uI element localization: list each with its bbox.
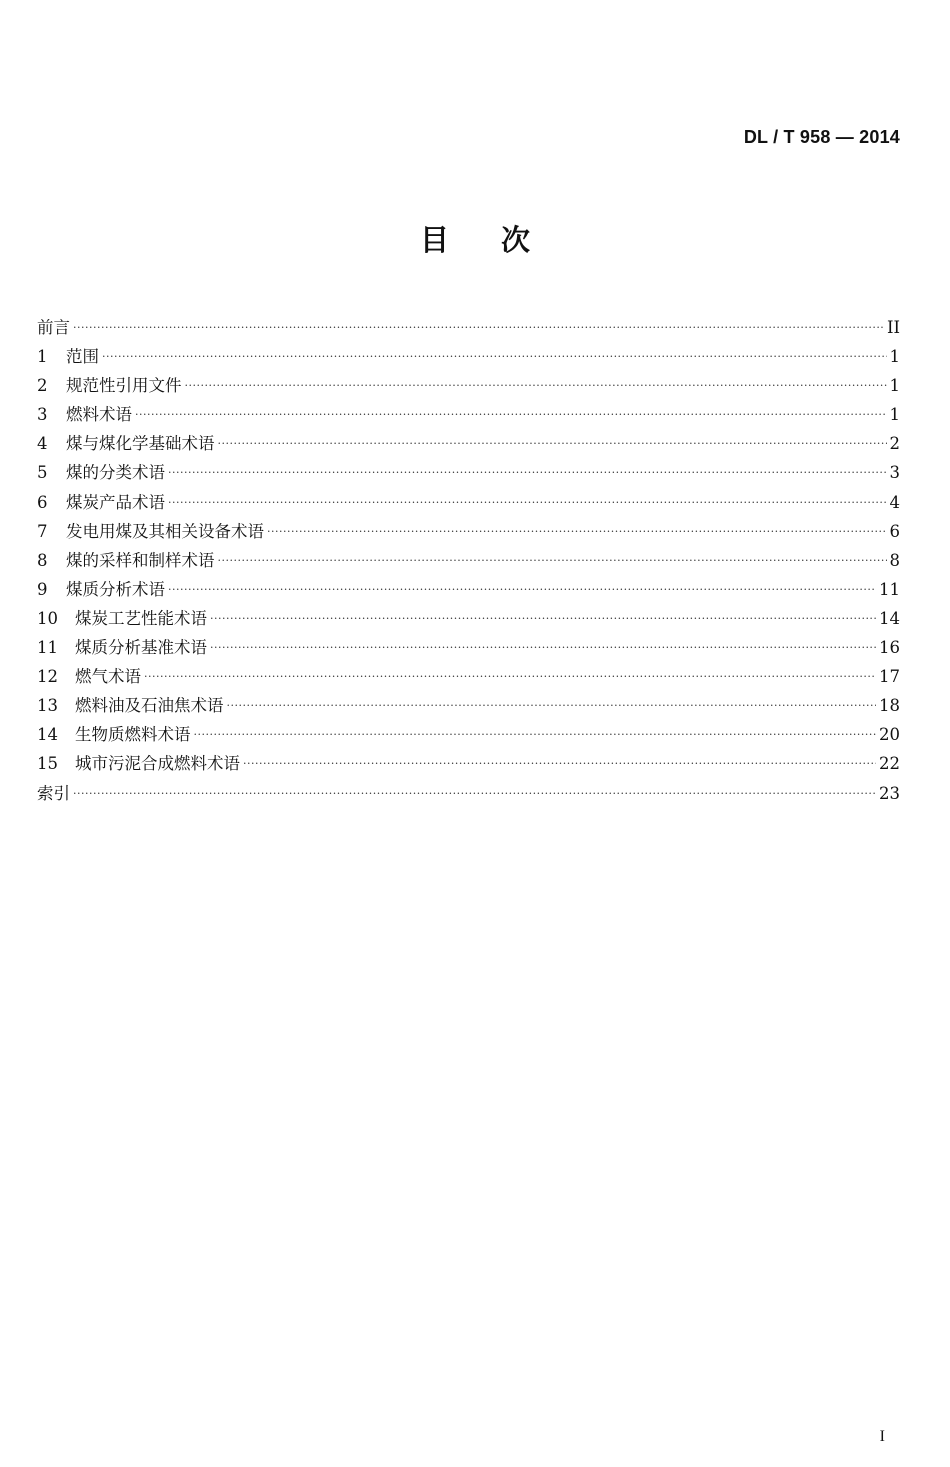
toc-entry-number: 2 [37, 376, 48, 396]
toc-entry-page: 17 [879, 667, 900, 687]
toc-entry-label: 索引 [37, 783, 70, 803]
toc-entry[interactable] [37, 604, 900, 633]
toc-entry[interactable] [37, 458, 900, 487]
toc-entry[interactable] [37, 633, 900, 662]
dot-leader [243, 749, 876, 778]
toc-entry-page: 20 [879, 725, 900, 745]
toc-entry-number: 7 [37, 521, 48, 541]
toc-entry-label: 前言 [37, 318, 70, 337]
toc-entry[interactable] [37, 371, 900, 400]
dot-leader [218, 429, 887, 458]
toc-entry-page: 1 [889, 347, 900, 367]
toc-entry-number: 5 [37, 463, 48, 483]
toc-entry-label: 煤质分析基准术语 [75, 638, 207, 658]
toc-entry-page: 6 [889, 521, 900, 541]
toc-entry-page: 18 [879, 696, 900, 716]
toc-entry-page: 4 [889, 492, 900, 512]
dot-leader [210, 633, 876, 662]
toc-entry-label: 煤与煤化学基础术语 [66, 434, 215, 454]
toc-entry-number: 14 [37, 725, 58, 745]
dot-leader [168, 575, 876, 604]
toc-entry-label: 煤的分类术语 [66, 463, 165, 483]
toc-entry-number: 9 [37, 579, 48, 599]
dot-leader [267, 517, 887, 546]
dot-leader [227, 691, 877, 720]
dot-leader [168, 488, 887, 517]
dot-leader [194, 720, 877, 749]
toc-entry[interactable] [37, 342, 900, 371]
dot-leader [144, 662, 876, 691]
toc-entry-page: 1 [889, 376, 900, 396]
toc-entry[interactable] [37, 488, 900, 517]
toc-entry-number: 15 [37, 754, 58, 774]
toc-entry-number: 8 [37, 550, 48, 570]
toc-entry-label: 城市污泥合成燃料术语 [75, 754, 240, 774]
toc-entry-number: 12 [37, 667, 58, 687]
toc-entry[interactable] [37, 749, 900, 778]
toc-entry-number: 13 [37, 696, 58, 716]
toc-entry-number: 6 [37, 492, 48, 512]
page-number: I [879, 1428, 885, 1445]
dot-leader [210, 604, 876, 633]
toc-entry-label: 煤质分析术语 [66, 579, 165, 599]
dot-leader [102, 342, 887, 371]
toc-entry[interactable] [37, 662, 900, 691]
toc-entry-number: 3 [37, 405, 48, 425]
toc-entry-label: 发电用煤及其相关设备术语 [66, 521, 264, 541]
standard-code: DL / T 958 — 2014 [743, 127, 900, 147]
toc-entry-number: 10 [37, 608, 58, 628]
toc-entry-page: 2 [889, 434, 900, 454]
toc-entry-label: 范围 [66, 347, 99, 367]
toc-entry-page: 23 [879, 783, 900, 803]
toc-entry-page: 11 [879, 579, 900, 599]
toc-entry-number: 4 [37, 434, 48, 454]
toc-entry-label: 煤的采样和制样术语 [66, 550, 215, 570]
toc-entry-page: 3 [889, 463, 900, 483]
dot-leader [168, 458, 887, 487]
toc-entry-label: 煤炭产品术语 [66, 492, 165, 512]
toc-title: 目次 [419, 223, 582, 257]
dot-leader [73, 313, 884, 342]
toc-entry-page: 14 [879, 608, 900, 628]
toc-entry-label: 规范性引用文件 [66, 376, 182, 396]
toc-entry-page: 8 [889, 550, 900, 570]
dot-leader [73, 779, 876, 808]
toc-entry-page: 1 [889, 405, 900, 425]
toc-entry[interactable] [37, 400, 900, 429]
toc-entry[interactable] [37, 575, 900, 604]
toc-entry[interactable] [37, 779, 900, 808]
toc-entry[interactable] [37, 720, 900, 749]
dot-leader [185, 371, 887, 400]
toc-entry[interactable] [37, 691, 900, 720]
toc-entry-page: II [886, 318, 900, 337]
toc-entry-label: 燃气术语 [75, 667, 141, 687]
toc-entry[interactable] [37, 313, 900, 342]
toc-entry[interactable] [37, 429, 900, 458]
toc-entry[interactable] [37, 517, 900, 546]
toc-entry-number: 1 [37, 347, 48, 367]
dot-leader [218, 546, 887, 575]
table-of-contents [37, 313, 900, 808]
toc-entry-page: 22 [879, 754, 900, 774]
toc-entry-label: 煤炭工艺性能术语 [75, 608, 207, 628]
toc-entry-label: 燃料油及石油焦术语 [75, 696, 224, 716]
toc-entry-label: 生物质燃料术语 [75, 725, 191, 745]
toc-entry[interactable] [37, 546, 900, 575]
toc-entry-label: 燃料术语 [66, 405, 132, 425]
toc-entry-number: 11 [37, 638, 58, 658]
dot-leader [135, 400, 887, 429]
toc-entry-page: 16 [879, 638, 900, 658]
